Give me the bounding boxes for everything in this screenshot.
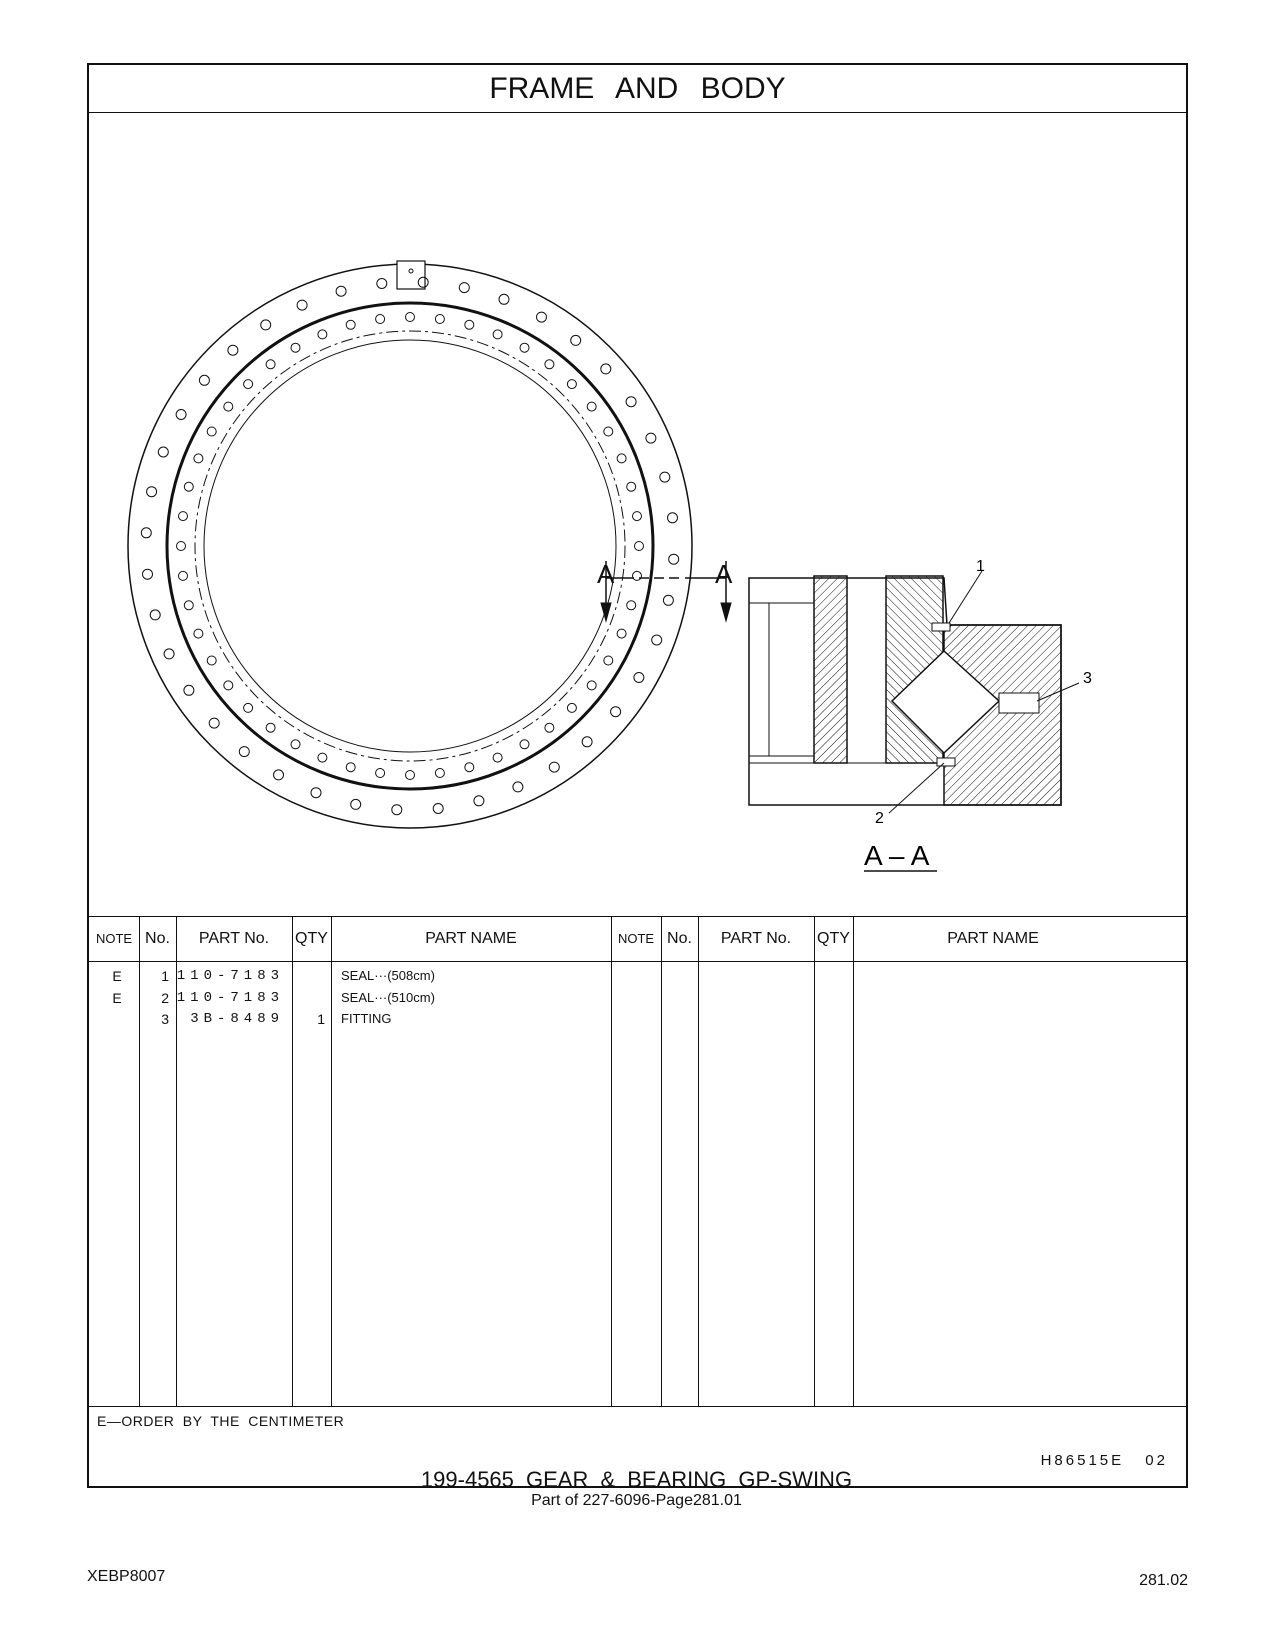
col-divider [853, 916, 854, 1406]
bolt-hole [513, 782, 523, 792]
bolt-hole [184, 685, 194, 695]
bolt-hole [433, 804, 443, 814]
section-view [749, 571, 1079, 813]
bolt-hole [176, 410, 186, 420]
document-id: XEBP8007 [87, 1568, 166, 1585]
row-part-no: 110-7183 [176, 990, 284, 1006]
col-divider [611, 916, 612, 1406]
parts-drawing [89, 113, 1186, 963]
header-no-left: No. [145, 930, 170, 947]
bearing-illustration [89, 113, 1186, 963]
bolt-hole [635, 542, 644, 551]
bolt-hole [224, 402, 233, 411]
bolt-hole [633, 571, 642, 580]
bolt-hole [435, 769, 444, 778]
bolt-hole [571, 335, 581, 345]
row-note: E [112, 990, 122, 1006]
header-partname-left: PART NAME [425, 930, 517, 947]
row-part-no: 3B-8489 [190, 1011, 284, 1027]
bolt-hole [465, 320, 474, 329]
bolt-hole [520, 343, 529, 352]
row-part-name: SEAL···(510cm) [341, 990, 435, 1005]
bolt-hole [582, 737, 592, 747]
page-number: 281.02 [1139, 1572, 1188, 1589]
bolt-hole [493, 330, 502, 339]
bolt-hole [184, 601, 193, 610]
header-partno-right: PART No. [720, 930, 792, 947]
col-divider [661, 916, 662, 1406]
row-part-name: FITTING [341, 1011, 392, 1026]
bolt-hole [224, 681, 233, 690]
bolt-hole [669, 554, 679, 564]
bolt-hole [601, 364, 611, 374]
section-letter-left: A [597, 559, 615, 589]
bolt-hole [141, 528, 151, 538]
bolt-hole [537, 312, 547, 322]
header-note-right: NOTE [617, 931, 655, 946]
bolt-hole [346, 320, 355, 329]
row-qty: 1 [317, 1011, 325, 1027]
table-bottom-rule [89, 1406, 1186, 1407]
bolt-hole [493, 753, 502, 762]
bolt-hole [474, 796, 484, 806]
bolt-hole [244, 380, 253, 389]
bolt-hole [627, 601, 636, 610]
header-partname-right: PART NAME [947, 930, 1039, 947]
callout-2: 2 [875, 810, 884, 827]
bolt-hole [207, 427, 216, 436]
bolt-hole [663, 595, 673, 605]
bolt-hole [318, 330, 327, 339]
row-no: 1 [161, 968, 169, 984]
bolt-hole [266, 360, 275, 369]
bolt-hole [376, 315, 385, 324]
row-qty [292, 987, 325, 1009]
bolt-hole [291, 343, 300, 352]
page-title: FRAME AND BODY [89, 65, 1186, 113]
document-frame [87, 63, 1188, 1488]
bolt-hole [266, 723, 275, 732]
bolt-hole [652, 635, 662, 645]
callout-3: 3 [1083, 670, 1092, 687]
header-qty-left: QTY [295, 930, 328, 947]
section-letter-right: A [715, 559, 733, 589]
bolt-hole [346, 763, 355, 772]
bolt-hole [179, 512, 188, 521]
row-part-name: SEAL···(508cm) [341, 968, 435, 983]
assembly-subcaption: Part of 227-6096-Page281.01 [531, 1492, 742, 1509]
bolt-hole [604, 427, 613, 436]
bolt-hole [239, 747, 249, 757]
assembly-caption: 199-4565 GEAR & BEARING GP-SWING [420, 1467, 853, 1492]
bolt-hole [377, 279, 387, 289]
bolt-hole [177, 542, 186, 551]
bolt-hole [274, 770, 284, 780]
header-note-left: NOTE [95, 931, 133, 946]
bolt-hole [459, 283, 469, 293]
bolt-hole [545, 723, 554, 732]
bolt-hole [545, 360, 554, 369]
bolt-hole [392, 805, 402, 815]
bolt-hole [587, 681, 596, 690]
bolt-hole [318, 753, 327, 762]
header-no-right: No. [667, 930, 692, 947]
bolt-hole [209, 718, 219, 728]
bolt-hole [244, 703, 253, 712]
bolt-hole [261, 320, 271, 330]
bolt-hole [611, 707, 621, 717]
bolt-hole [668, 513, 678, 523]
bolt-holes [141, 277, 678, 814]
bolt-hole [147, 487, 157, 497]
bolt-hole [207, 656, 216, 665]
bolt-hole [660, 472, 670, 482]
bolt-hole [520, 740, 529, 749]
bearing-ring [128, 261, 692, 828]
bolt-hole [646, 433, 656, 443]
section-marker [597, 559, 733, 621]
bolt-hole [634, 673, 644, 683]
row-note: E [112, 968, 122, 984]
bolt-hole [336, 286, 346, 296]
header-qty-right: QTY [817, 930, 850, 947]
bolt-hole [406, 313, 415, 322]
bolt-hole [291, 740, 300, 749]
bolt-hole [158, 447, 168, 457]
row-no: 2 [161, 990, 169, 1006]
bolt-hole [351, 799, 361, 809]
bolt-hole [194, 454, 203, 463]
bolt-hole [184, 482, 193, 491]
col-divider [814, 916, 815, 1406]
illustration-code: H86515E 02 [1040, 1452, 1168, 1469]
footnote: E—ORDER BY THE CENTIMETER [97, 1413, 345, 1429]
bolt-hole [604, 656, 613, 665]
row-qty [292, 965, 325, 987]
header-partno-left: PART No. [198, 930, 270, 947]
bolt-hole [297, 300, 307, 310]
bolt-hole [311, 788, 321, 798]
row-note [107, 1008, 127, 1030]
bolt-hole [465, 763, 474, 772]
bolt-hole [143, 569, 153, 579]
bolt-hole [199, 375, 209, 385]
bolt-hole [587, 402, 596, 411]
bolt-hole [179, 571, 188, 580]
bolt-hole [617, 629, 626, 638]
bolt-hole [164, 649, 174, 659]
col-divider [331, 916, 332, 1406]
bolt-hole [228, 345, 238, 355]
bolt-hole [549, 762, 559, 772]
bolt-hole [567, 703, 576, 712]
bolt-hole [499, 294, 509, 304]
bolt-hole [627, 482, 636, 491]
col-divider [698, 916, 699, 1406]
row-part-no: 110-7183 [176, 968, 284, 984]
parts-table-header [89, 916, 1186, 962]
bolt-hole [194, 629, 203, 638]
bolt-hole [406, 771, 415, 780]
bolt-hole [617, 454, 626, 463]
bolt-hole [633, 512, 642, 521]
bolt-hole [435, 315, 444, 324]
callout-1: 1 [976, 558, 985, 575]
section-view-label: A – A [864, 840, 930, 871]
bolt-hole [150, 610, 160, 620]
bolt-hole [567, 380, 576, 389]
bolt-hole [626, 397, 636, 407]
row-no: 3 [161, 1011, 169, 1027]
bolt-hole [376, 769, 385, 778]
